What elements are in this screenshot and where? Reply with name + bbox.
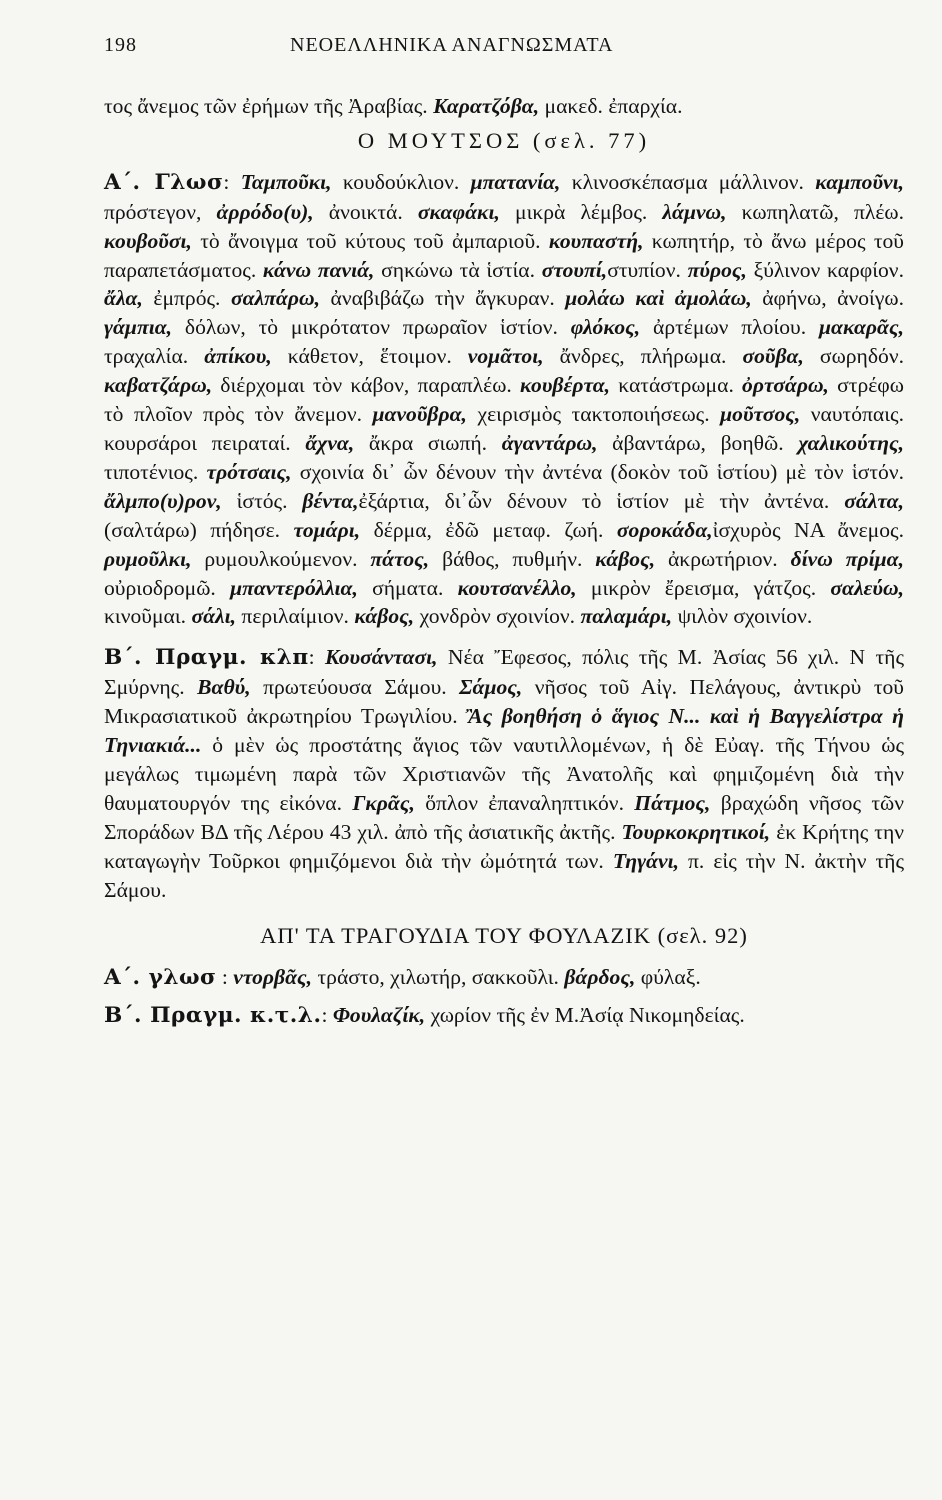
gloss-text: κουδούκλιον. [331, 169, 471, 194]
headword: ἀγαντάρω, [501, 430, 598, 455]
gloss-text: κλινοσκέπασμα μάλλινον. [560, 169, 816, 194]
headword: φλόκος, [570, 315, 641, 340]
headword: Ἂς βοηθήση ὁ ἅγιος Ν... καὶ ἡ Βαγγελίστρα ἡ Τηνιακιά... [104, 704, 905, 758]
headword: μακαρᾶς, [818, 315, 905, 340]
gloss-text: ἐκ Κρήτης την καταγωγὴν Τοῦρκοι φημιζόμενοι διὰ τὴν ὠμότητά των. [104, 819, 905, 873]
headword: κάβος, [354, 604, 415, 629]
headword: Βαθύ, [197, 675, 251, 700]
headword: σάλι, [191, 604, 237, 629]
gloss-text: κωπηλατῶ, πλέω. [726, 199, 904, 224]
gloss-text: φύλαξ. [635, 965, 701, 990]
headword: Σάμος, [459, 675, 523, 700]
headword: δίνω πρίμα, [790, 546, 905, 571]
headword: ντορβᾶς, [233, 965, 313, 990]
gloss-text: ἱστός. [221, 488, 303, 513]
headword: νομᾶτοι, [467, 344, 544, 369]
gloss-text: ναυτόπαις. κουρσάροι πειραταί. [104, 402, 904, 455]
headword: κάβος, [595, 546, 656, 571]
headword: Τουρκοκρητικοί, [621, 819, 771, 844]
gloss-text: : [308, 645, 326, 670]
headword: ὀρτσάρω, [742, 373, 829, 398]
glossary-paragraph-a [104, 168, 904, 632]
headword: μπαντερόλλια, [230, 575, 358, 600]
gloss-text: στυπίον. [607, 257, 688, 282]
gloss-text: δόλων, τὸ μικρότατον πρωραῖον ἱστίον. [172, 315, 571, 340]
gloss-text: οὐριοδρομῶ. [104, 575, 231, 600]
gloss-text: σωρηδόν. [803, 344, 904, 369]
gloss-text: χωρίον τῆς ἐν Μ.Ἀσίᾳ Νικομηδείας. [425, 1003, 745, 1028]
gloss-text: ξύλινον καρφίον. [746, 257, 904, 282]
headword: Καρατζόβα, [433, 94, 540, 118]
gloss-text: τος ἄνεμος τῶν ἐρήμων τῆς Ἀραβίας. [104, 94, 434, 118]
gloss-text: χειρισμὸς τακτοποιήσεως. [466, 402, 721, 427]
headword: Τηγάνι, [612, 848, 679, 873]
gloss-text: ἀκρωτήριον. [655, 546, 791, 571]
section-marker: Α΄. Γλωσ [104, 169, 224, 195]
headword: ρυμοῦλκι, [104, 546, 192, 571]
gloss-text: ἀναβιβάζω τὴν ἄγκυραν. [320, 286, 566, 311]
headword: σαλεύω, [830, 575, 904, 600]
headword: βέντα, [302, 488, 359, 513]
glossary-paragraph-c [104, 963, 904, 993]
text-body [104, 92, 904, 1031]
headword: χαλικούτης, [798, 430, 904, 455]
gloss-text: σηκώνω τὰ ἱστία. [374, 257, 542, 282]
headword: σκαφάκι, [417, 199, 500, 224]
gloss-text: ἐξάρτια, δι᾽ὧν δένουν τὸ ἱστίον μὲ τὴν ἀντένα. [358, 488, 845, 513]
headword: καμποῦνι, [815, 169, 905, 194]
gloss-text: ψιλὸν σχοινίον. [672, 604, 813, 629]
headword: Ταμποῦκι, [240, 169, 332, 194]
headword: πύρος, [687, 257, 747, 282]
gloss-text: δέρμα, ἐδῶ μεταφ. ζωή. [360, 517, 617, 542]
gloss-text: ὅπλον ἐπαναληπτικόν. [414, 790, 635, 815]
gloss-text: Νέα Ἔφεσος, πόλις τῆς Μ. Ἀσίας 56 χιλ. Ν τῆς Σμύρνης. [104, 645, 904, 700]
section-marker: Β΄. Πραγμ. κλπ [104, 645, 309, 671]
gloss-text: ἄνδρες, πλήρωμα. [543, 344, 743, 369]
gloss-text: διέρχομαι τὸν κάβον, παραπλέω. [212, 373, 520, 398]
running-title: ΝΕΟΕΛΛΗΝΙΚΑ ΑΝΑΓΝΩΣΜΑΤΑ [290, 34, 614, 56]
gloss-text: πρωτεύουσα Σάμου. [250, 675, 460, 700]
gloss-text: ἰσχυρὸς ΝΑ ἄνεμος. [712, 517, 904, 542]
gloss-text: π. εἰς τὴν Ν. ἀκτὴν τῆς Σάμου. [104, 848, 905, 902]
headword: Πάτμος, [634, 790, 711, 815]
gloss-text: ἐμπρός. [142, 286, 231, 311]
gloss-text: ἀρτέμων πλοίου. [640, 315, 819, 340]
gloss-text: κατάστρωμα. [610, 373, 743, 398]
headword: μοῦτσος, [720, 402, 801, 427]
headword: Κουσάντασι, [325, 645, 438, 670]
running-head [104, 34, 902, 62]
headword: σοῦβα, [742, 344, 804, 369]
headword: κουβοῦσι, [104, 228, 192, 253]
gloss-text: μικρὸν ἔρεισμα, γάτζος. [576, 575, 831, 600]
glossary-paragraph-d [104, 1001, 904, 1031]
gloss-text: περιλαίμιον. [236, 604, 355, 629]
headword: κάνω πανιά, [262, 257, 375, 282]
gloss-text: πρόστεγον, [104, 199, 217, 224]
gloss-text: στρέφω τὸ πλοῖον πρὸς τὸν ἄνεμον. [104, 373, 904, 427]
headword: τομάρι, [293, 517, 361, 542]
gloss-text: βραχώδη νῆσος τῶν Σποράδων ΒΔ τῆς Λέρου 43 χιλ. ἀπὸ τῆς ἀσιατικῆς ἀκτῆς. [104, 790, 904, 844]
glossary-paragraph-b [104, 643, 904, 904]
headword: γάμπια, [104, 315, 173, 340]
headword: κουτσανέλλο, [457, 575, 577, 600]
headword: τρότσαις, [206, 459, 292, 484]
gloss-text: : [321, 1003, 333, 1028]
gloss-text: κάθετον, ἕτοιμον. [271, 344, 468, 369]
section-heading-foulazik: ΑΠ' ΤΑ ΤΡΑΓΟΥΔΙΑ ΤΟΥ ΦΟΥΛΑΖΙΚ (σελ. 92) [260, 923, 748, 949]
headword: ἀπίκου, [204, 344, 272, 369]
gloss-text: : [216, 965, 234, 990]
headword: βάρδος, [564, 965, 636, 990]
gloss-text: τραχαλία. [104, 344, 205, 369]
gloss-text: ἀνοικτά. [313, 199, 418, 224]
headword: κουβέρτα, [520, 373, 611, 398]
gloss-text: ἀβαντάρω, βοηθῶ. [597, 430, 799, 455]
gloss-text: ἀφήνω, ἀνοίγω. [751, 286, 904, 311]
headword: μανοῦβρα, [372, 402, 467, 427]
page-number: 198 [104, 34, 137, 56]
headword: Γκρᾶς, [352, 790, 415, 815]
headword: μπατανία, [470, 169, 561, 194]
headword: πάτος, [370, 546, 430, 571]
gloss-text: ρυμουλκούμενον. [191, 546, 371, 571]
gloss-text: χονδρὸν σχοινίον. [414, 604, 581, 629]
section-heading-moutsos: Ο ΜΟΥΤΣΟΣ (σελ. 77) [357, 127, 651, 153]
gloss-text: (σαλτάρω) πήδησε. [104, 517, 294, 542]
headword: καβατζάρω, [104, 373, 213, 398]
gloss-text: σχοινία δι᾽ ὧν δένουν τὴν ἀντένα (δοκὸν τοῦ ἱστίου) μὲ τὸν ἱστόν. [291, 459, 904, 484]
headword: σοροκάδα, [616, 517, 713, 542]
headword: σάλτα, [844, 488, 904, 513]
headword: ἀρρόδο(υ), [216, 199, 314, 224]
gloss-text: βάθος, πυθμήν. [429, 546, 596, 571]
gloss-text: : [223, 169, 241, 194]
gloss-text: μικρὰ λέμβος. [499, 199, 663, 224]
headword: Φουλαζίκ, [332, 1003, 426, 1028]
gloss-text: σήματα. [357, 575, 458, 600]
gloss-text: κωπητήρ, τὸ ἄνω μέρος τοῦ παραπετάσματος. [104, 228, 904, 282]
gloss-text: νῆσος τοῦ Αἰγ. Πελάγους, ἀντικρὺ τοῦ Μικρασιατικοῦ ἀκρωτηρίου Τρωγιλίου. [104, 675, 904, 729]
gloss-text: τὸ ἄνοιγμα τοῦ κύτους τοῦ ἀμπαριοῦ. [191, 228, 549, 253]
gloss-text: τράστο, χιλωτήρ, σακκοῦλι. [312, 965, 565, 990]
headword: παλαμάρι, [580, 604, 673, 629]
headword: ἄχνα, [305, 430, 355, 455]
intro-paragraph [104, 92, 904, 121]
gloss-text: τιποτένιος. [104, 459, 207, 484]
headword: κουπαστή, [548, 228, 644, 253]
headword: σαλπάρω, [230, 286, 321, 311]
headword: στουπί, [541, 257, 608, 282]
headword: ἄλμπο(υ)ρον, [104, 488, 222, 513]
gloss-text: κινοῦμαι. [104, 604, 192, 629]
gloss-text: ἄκρα σιωπή. [354, 430, 502, 455]
headword: μολάω καὶ ἀμολάω, [565, 286, 752, 311]
section-marker: Β΄. Πραγμ. κ.τ.λ. [104, 1003, 322, 1029]
headword: λάμνω, [662, 199, 727, 224]
gloss-text: μακεδ. ἐπαρχία. [539, 94, 683, 118]
headword: ἄλα, [104, 286, 143, 311]
section-marker: Α΄. γλωσ [104, 965, 217, 991]
gloss-text: ὁ μὲν ὡς προστάτης ἅγιος τῶν ναυτιλλομένων, ἡ δὲ Εὐαγ. τῆς Τήνου ὡς μεγάλως τιμωμένη παρὰ τῶν Χριστιανῶν τῆς Ἀνατολῆς καὶ φημιζομένη διὰ τὴν θαυματουργόν της εἰκόνα. [104, 733, 904, 815]
